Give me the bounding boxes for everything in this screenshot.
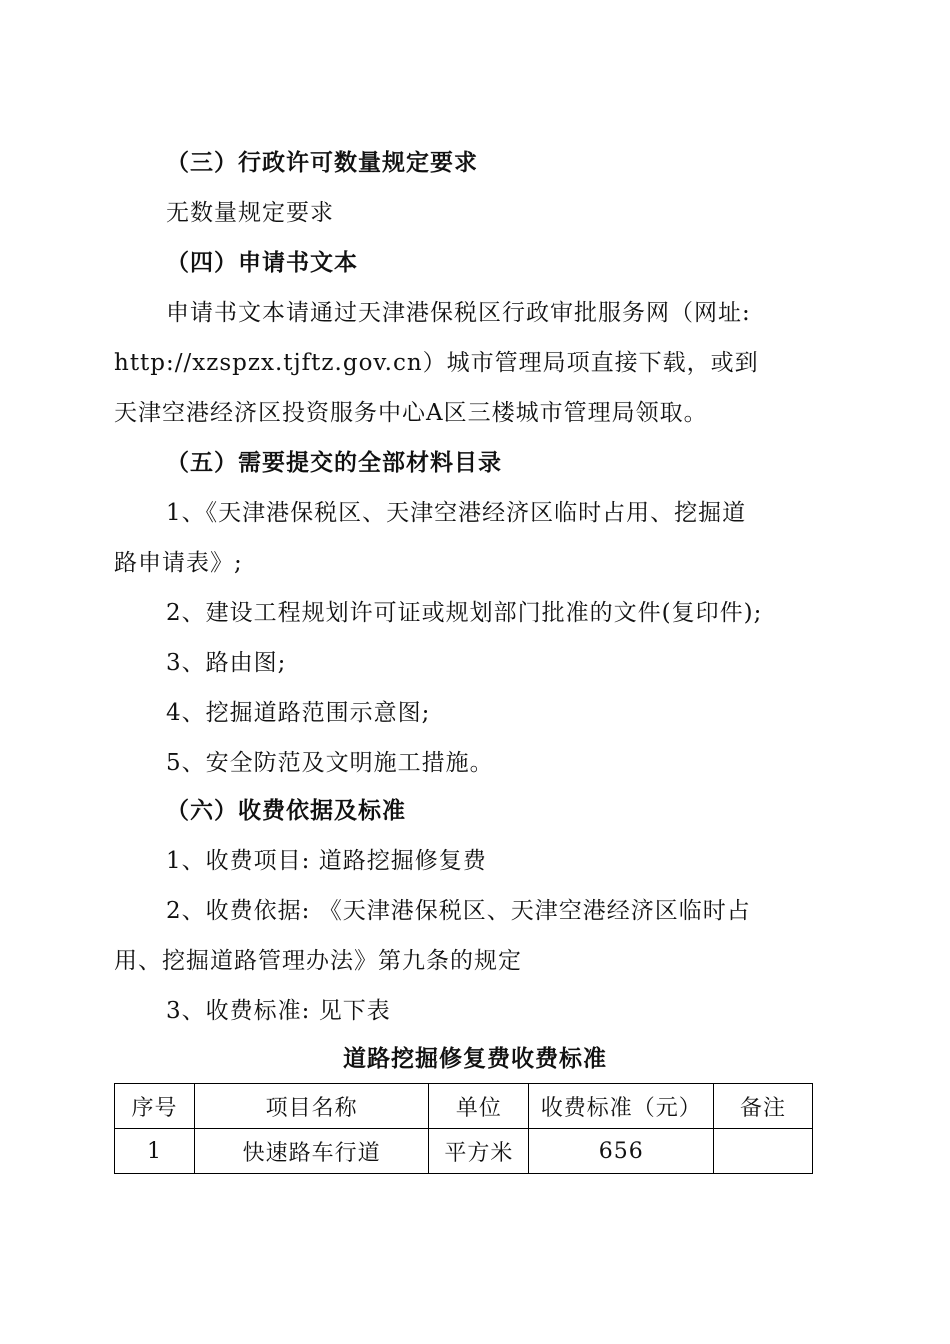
section-3-heading: （三）行政许可数量规定要求: [166, 150, 478, 176]
section-6-item-2-line-1: 2、收费依据: 《天津港保税区、天津空港经济区临时占: [166, 898, 751, 924]
table-header-cell: 单位: [429, 1084, 529, 1129]
section-4-line-1: 申请书文本请通过天津港保税区行政审批服务网（网址:: [166, 300, 751, 326]
table-cell: 1: [115, 1129, 195, 1174]
section-5-item-4: 4、挖掘道路范围示意图;: [166, 700, 431, 726]
table-header-cell: 收费标准（元）: [529, 1084, 714, 1129]
section-6-item-3: 3、收费标准: 见下表: [166, 998, 391, 1024]
section-4-line-3: 天津空港经济区投资服务中心A区三楼城市管理局领取。: [114, 400, 708, 426]
section-6-heading: （六）收费依据及标准: [166, 798, 406, 824]
section-5-item-3: 3、路由图;: [166, 650, 287, 676]
table-header-cell: 序号: [115, 1084, 195, 1129]
table-cell: 快速路车行道: [194, 1129, 429, 1174]
table-header-cell: 项目名称: [194, 1084, 429, 1129]
section-5-item-5: 5、安全防范及文明施工措施。: [166, 750, 494, 776]
table-cell: 平方米: [429, 1129, 529, 1174]
section-4-line-2: http://xzspzx.tjftz.gov.cn）城市管理局项直接下载，或到: [114, 350, 759, 376]
table-title: 道路挖掘修复费收费标准: [343, 1046, 607, 1072]
section-3-body: 无数量规定要求: [166, 200, 334, 226]
table-header-row: [115, 1084, 813, 1129]
section-5-item-1-line-1: 1、《天津港保税区、天津空港经济区临时占用、挖掘道: [166, 500, 747, 526]
section-6-item-2-line-2: 用、挖掘道路管理办法》第九条的规定: [114, 948, 522, 974]
section-4-heading: （四）申请书文本: [166, 250, 358, 276]
table-cell: 656: [529, 1129, 714, 1174]
table-row: [115, 1129, 813, 1174]
table-header-cell: 备注: [714, 1084, 813, 1129]
section-5-heading: （五）需要提交的全部材料目录: [166, 450, 502, 476]
fee-table: [114, 1083, 813, 1174]
section-6-item-1: 1、收费项目: 道路挖掘修复费: [166, 848, 487, 874]
section-5-item-2: 2、建设工程规划许可证或规划部门批准的文件(复印件);: [166, 600, 763, 626]
table-cell: [714, 1129, 813, 1174]
section-5-item-1-line-2: 路申请表》;: [114, 550, 243, 576]
